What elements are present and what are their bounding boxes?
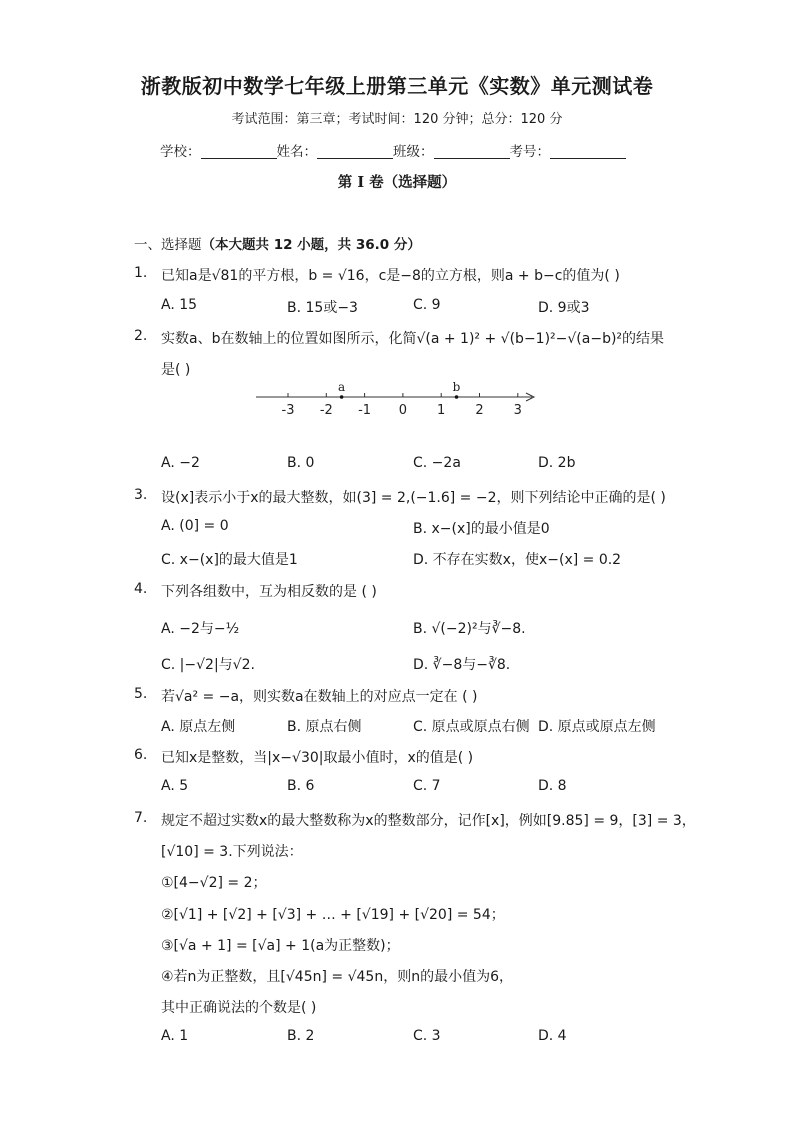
option-a[interactable]: A. −2与−½ (161, 621, 240, 637)
exam-info: 考试范围：第三章；考试时间：120 分钟；总分：120 分 (231, 112, 563, 127)
school-blank[interactable] (201, 144, 277, 159)
option-d[interactable]: D. 9或3 (538, 300, 590, 316)
question-number: 5. (134, 686, 148, 702)
question-stem: 规定不超过实数x的最大整数称为x的整数部分，记作[x]，例如[9.85] = 9，[3] = 3， (161, 813, 696, 829)
tick-label: 0 (398, 403, 408, 418)
question-number: 3. (134, 487, 148, 503)
question-stem-continued: 是( ) (161, 362, 191, 378)
section-note: （本大题共 12 小题，共 36.0 分） (201, 237, 421, 253)
option-c[interactable]: C. x−(x]的最大值是1 (161, 552, 298, 568)
tick-label: -2 (319, 403, 333, 418)
question-number: 4. (134, 581, 148, 597)
option-d[interactable]: D. ∛−8与−∛8. (413, 657, 511, 673)
question-stem-line: [√10] = 3.下列说法： (161, 844, 303, 860)
question-stem: 已知x是整数，当|x−√30|取最小值时，x的值是( ) (161, 750, 474, 766)
tick-label: -3 (281, 403, 295, 418)
option-a[interactable]: A. 1 (161, 1028, 189, 1044)
option-a[interactable]: A. (0] = 0 (161, 518, 229, 534)
option-d[interactable]: D. 8 (538, 778, 567, 794)
class-blank[interactable] (434, 144, 510, 159)
class-label: 班级： (393, 144, 434, 160)
point-a-label: a (338, 380, 346, 394)
option-c[interactable]: C. 7 (413, 778, 441, 794)
option-d[interactable]: D. 4 (538, 1028, 567, 1044)
statement-3: ③[√a + 1] = [√a] + 1(a为正整数)； (161, 938, 400, 954)
number-blank[interactable] (550, 144, 626, 159)
number-label: 考号： (509, 144, 550, 160)
point-b-label: b (452, 380, 461, 394)
option-a[interactable]: A. 原点左侧 (161, 719, 236, 735)
option-c[interactable]: C. −2a (413, 455, 461, 471)
question-stem: 下列各组数中，互为相反数的是 ( ) (161, 584, 377, 600)
option-b[interactable]: B. 2 (287, 1028, 315, 1044)
option-d[interactable]: D. 2b (538, 455, 576, 471)
statement-4: ④若n为正整数，且[√45n] = √45n，则n的最小值为6， (161, 969, 513, 985)
statement-1: ①[4−√2] = 2； (161, 875, 267, 891)
option-a[interactable]: A. 15 (161, 297, 198, 313)
volume-heading: 第 I 卷（选择题） (337, 174, 457, 191)
question-stem: 若√a² = −a，则实数a在数轴上的对应点一定在 ( ) (161, 689, 478, 705)
point-b (455, 395, 459, 399)
question-number: 7. (134, 810, 148, 826)
option-c[interactable]: C. 9 (413, 297, 441, 313)
tick-label: 1 (437, 403, 446, 418)
statement-2: ②[√1] + [√2] + [√3] + … + [√19] + [√20] = 54； (161, 907, 505, 923)
option-c[interactable]: C. |−√2|与√2. (161, 657, 255, 673)
option-b[interactable]: B. x−(x]的最小值是0 (413, 521, 550, 537)
option-a[interactable]: A. −2 (161, 455, 200, 471)
option-b[interactable]: B. 0 (287, 455, 315, 471)
question-prompt: 其中正确说法的个数是( ) (161, 1000, 317, 1016)
question-stem: 设(x]表示小于x的最大整数，如(3] = 2,(−1.6] = −2，则下列结论中正确的是( ) (161, 490, 666, 506)
tick-label: -1 (358, 403, 372, 418)
tick-label: 3 (513, 403, 522, 418)
question-number: 2. (134, 328, 148, 344)
section-heading (134, 233, 421, 253)
question-number: 6. (134, 747, 148, 763)
option-b[interactable]: B. 6 (287, 778, 315, 794)
option-d[interactable]: D. 不存在实数x，使x−(x] = 0.2 (413, 552, 622, 568)
option-b[interactable]: B. √(−2)²与∛−8. (413, 621, 526, 637)
tick-label: 2 (475, 403, 484, 418)
question-stem: 已知a是√81的平方根，b = √16，c是−8的立方根，则a + b−c的值为( ) (161, 268, 620, 284)
section-label: 一、选择题 (134, 237, 202, 253)
option-a[interactable]: A. 5 (161, 778, 189, 794)
option-c[interactable]: C. 3 (413, 1028, 441, 1044)
name-blank[interactable] (317, 144, 393, 159)
option-c[interactable]: C. 原点或原点右侧 (413, 719, 530, 735)
option-d[interactable]: D. 原点或原点左侧 (538, 719, 656, 735)
student-info-row (160, 140, 626, 160)
page-title: 浙教版初中数学七年级上册第三单元《实数》单元测试卷 (140, 74, 654, 98)
number-line-figure (250, 378, 550, 420)
point-a (340, 395, 344, 399)
name-label: 姓名： (276, 144, 317, 160)
school-label: 学校： (160, 144, 201, 160)
question-number: 1. (134, 265, 148, 281)
option-b[interactable]: B. 原点右侧 (287, 719, 362, 735)
option-b[interactable]: B. 15或−3 (287, 300, 358, 316)
question-stem: 实数a、b在数轴上的位置如图所示，化简√(a + 1)² + √(b−1)²−√(a−b)²的结果 (161, 331, 665, 347)
